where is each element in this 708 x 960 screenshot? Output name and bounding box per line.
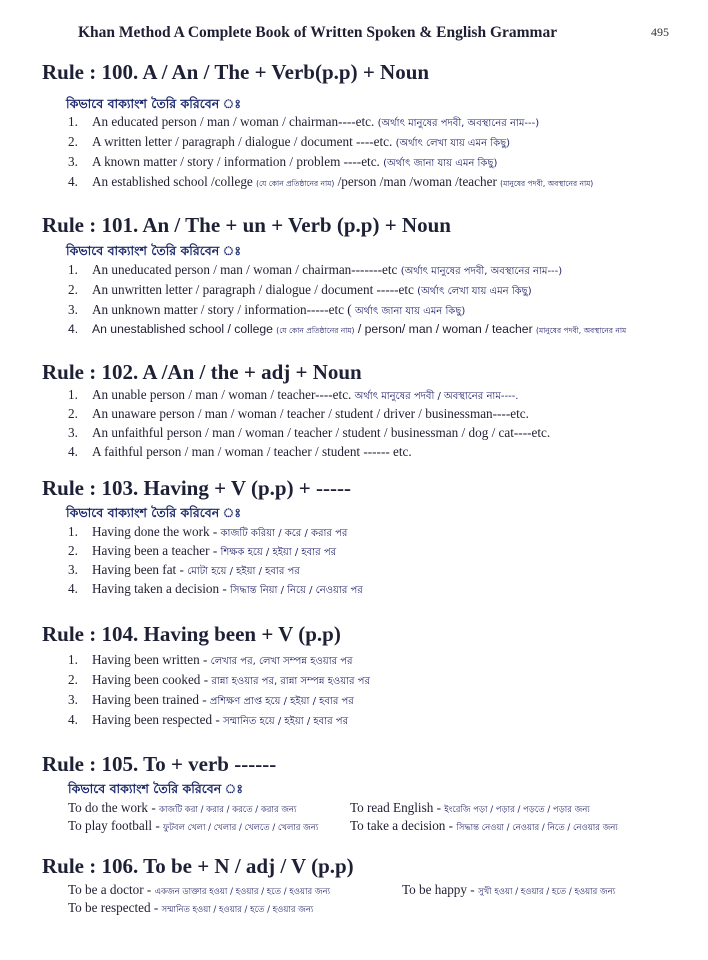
list-item [68, 174, 593, 194]
item-english: An unknown matter / story / information-----etc ( [92, 302, 352, 317]
list-item [68, 154, 497, 174]
item-english: Having been a teacher - [92, 543, 218, 558]
rule-title: Rule : 106. To be + N / adj / V (p.p) [42, 854, 354, 878]
phrase-item [68, 882, 330, 899]
item-bangla: প্রশিক্ষণ প্রাপ্ত হয়ে / হইয়া / হবার পর [209, 696, 354, 707]
item-number: 2. [68, 406, 78, 421]
item-number: 4. [68, 444, 78, 459]
list-item [68, 692, 354, 712]
item-number: 1. [68, 387, 78, 402]
list-item [68, 134, 510, 154]
page-number: 495 [651, 25, 669, 39]
item-english-continued: /person /man /woman /teacher [337, 174, 497, 189]
list-item [68, 524, 347, 544]
phrase-english: To be a doctor - [68, 882, 152, 897]
list-item [68, 712, 348, 732]
item-bangla: অর্থাৎ জানা যায় এমন কিছু) [354, 306, 466, 317]
item-english: Having taken a decision - [92, 581, 227, 596]
item-bangla-continued: (মানুষের পদবী, অবস্থানের নাম) [500, 179, 594, 188]
item-english: Having been respected - [92, 712, 220, 727]
rule-subheading: কিভাবে বাক্যাংশ তৈরি করিবেন ঃ [66, 505, 242, 520]
item-english: An unfaithful person / man / woman / teacher / student / businessman / dog / cat----etc. [92, 425, 551, 440]
rule-title: Rule : 105. To + verb ------ [42, 752, 277, 776]
phrase-item [350, 800, 590, 817]
item-english: Having been fat - [92, 562, 184, 577]
phrase-english: To do the work - [68, 800, 156, 815]
rule-subheading: কিভাবে বাক্যাংশ তৈরি করিবেন ঃ [66, 96, 242, 111]
item-bangla: কাজটি করিয়া / করে / করার পর [220, 528, 348, 539]
page-header [0, 24, 708, 46]
phrase-bangla: কাজটি করা / করার / করতে / করার জন্য [159, 805, 297, 815]
item-number: 1. [68, 652, 78, 667]
item-number: 2. [68, 282, 78, 297]
phrase-item [68, 800, 296, 817]
rule-title: Rule : 102. A /An / the + adj + Noun [42, 360, 362, 384]
item-english: An established school /college [92, 174, 253, 189]
item-english: A known matter / story / information / problem ----etc. [92, 154, 380, 169]
phrase-english: To take a decision - [350, 818, 454, 833]
list-item [68, 322, 626, 342]
item-english: An unestablished school / college [92, 322, 273, 336]
rule-title: Rule : 103. Having + V (p.p) + ----- [42, 476, 351, 500]
item-number: 3. [68, 425, 78, 440]
item-number: 4. [68, 712, 78, 727]
phrase-item [68, 818, 318, 835]
item-english: An uneducated person / man / woman / chairman-------etc [92, 262, 398, 277]
item-bangla: সিদ্ধান্ত নিয়া / নিয়ে / নেওয়ার পর [230, 585, 363, 596]
list-item [68, 581, 363, 601]
list-item [68, 387, 519, 407]
item-english: Having been trained - [92, 692, 207, 707]
item-english-continued: / person/ man / woman / teacher [357, 322, 533, 336]
item-number: 3. [68, 154, 78, 169]
item-number: 3. [68, 562, 78, 577]
item-english: An unaware person / man / woman / teacher / student / driver / businessman----etc. [92, 406, 529, 421]
item-english: Having been written - [92, 652, 208, 667]
item-number: 1. [68, 524, 78, 539]
phrase-item [402, 882, 615, 899]
phrase-bangla: ফুটবল খেলা / খেলার / খেলতে / খেলার জন্য [163, 823, 319, 833]
item-number: 3. [68, 302, 78, 317]
item-english: An unwritten letter / paragraph / dialogue / document -----etc [92, 282, 414, 297]
rule-title: Rule : 101. An / The + un + Verb (p.p) + Noun [42, 213, 451, 237]
phrase-bangla: একজন ডাক্তার হওয়া / হওয়ার / হতে / হওয়ার জন্য [154, 887, 331, 897]
item-number: 3. [68, 692, 78, 707]
item-bangla: লেখার পর, লেখা সম্পন্ন হওয়ার পর [210, 656, 353, 667]
list-item [68, 652, 353, 672]
list-item [68, 114, 539, 134]
item-bangla: (অর্থাৎ জানা যায় এমন কিছু) [383, 158, 498, 169]
item-english: Having been cooked - [92, 672, 209, 687]
item-number: 2. [68, 672, 78, 687]
rule-title: Rule : 100. A / An / The + Verb(p.p) + Noun [42, 60, 430, 84]
item-number: 2. [68, 134, 78, 149]
phrase-english: To read English - [350, 800, 441, 815]
list-item [68, 562, 300, 582]
item-number: 4. [68, 581, 78, 596]
item-number: 1. [68, 262, 78, 277]
item-bangla: অর্থাৎ মানুষের পদবী / অবস্থানের নাম----. [354, 391, 519, 402]
phrase-item [350, 818, 618, 835]
list-item [68, 282, 532, 302]
item-bangla: (অর্থাৎ মানুষের পদবী, অবস্থানের নাম---) [377, 118, 540, 129]
list-item [68, 444, 412, 464]
item-number: 2. [68, 543, 78, 558]
item-bangla: মোটা হয়ে / হইয়া / হবার পর [187, 566, 300, 577]
phrase-bangla: সম্মানিত হওয়া / হওয়ার / হতে / হওয়ার জন্য [161, 905, 314, 915]
item-english: An unable person / man / woman / teacher----etc. [92, 387, 352, 402]
item-number: 4. [68, 322, 79, 336]
item-bangla: রান্না হওয়ার পর, রান্না সম্পন্ন হওয়ার পর [211, 676, 370, 687]
list-item [68, 543, 336, 563]
rule-subheading: কিভাবে বাক্যাংশ তৈরি করিবেন ঃ [66, 243, 242, 258]
phrase-bangla: সুখী হওয়া / হওয়ার / হতে / হওয়ার জন্য [477, 887, 616, 897]
rule-subheading: কিভাবে বাক্যাংশ তৈরি করিবেন ঃ [68, 781, 244, 796]
rule-title: Rule : 104. Having been + V (p.p) [42, 622, 341, 646]
phrase-english: To play football - [68, 818, 160, 833]
item-bangla: (অর্থাৎ মানুষের পদবী, অবস্থানের নাম---) [400, 266, 563, 277]
list-item [68, 406, 529, 426]
item-bangla: সম্মানিত হয়ে / হইয়া / হবার পর [223, 716, 349, 727]
item-bangla: (অর্থাৎ লেখা যায় এমন কিছু) [417, 286, 532, 297]
item-english: An educated person / man / woman / chairman----etc. [92, 114, 375, 129]
item-bangla: (যে কোন প্রতিষ্ঠানের নাম) [256, 179, 335, 188]
list-item [68, 302, 465, 322]
item-bangla: (যে কোন প্রতিষ্ঠানের নাম) [276, 326, 355, 335]
item-number: 4. [68, 174, 78, 189]
book-title: Khan Method A Complete Book of Written Spoken & English Grammar [78, 24, 558, 41]
list-item [68, 262, 562, 282]
item-number: 1. [68, 114, 78, 129]
item-bangla: শিক্ষক হয়ে / হইয়া / হবার পর [220, 547, 337, 558]
item-bangla-continued: (মানুষের পদবী, অবস্থানের নাম [536, 326, 627, 335]
phrase-item [68, 900, 313, 917]
list-item [68, 672, 370, 692]
item-english: Having done the work - [92, 524, 218, 539]
phrase-bangla: সিদ্ধান্ত নেওয়া / নেওয়ার / নিতে / নেওয়ার জন্য [456, 823, 618, 833]
phrase-english: To be happy - [402, 882, 475, 897]
list-item [68, 425, 550, 445]
item-english: A written letter / paragraph / dialogue / document ----etc. [92, 134, 393, 149]
item-english: A faithful person / man / woman / teacher / student ------ etc. [92, 444, 412, 459]
item-bangla: (অর্থাৎ লেখা যায় এমন কিছু) [395, 138, 511, 149]
phrase-bangla: ইংরেজি পড়া / পড়ার / পড়তে / পড়ার জন্য [444, 805, 590, 815]
phrase-english: To be respected - [68, 900, 159, 915]
